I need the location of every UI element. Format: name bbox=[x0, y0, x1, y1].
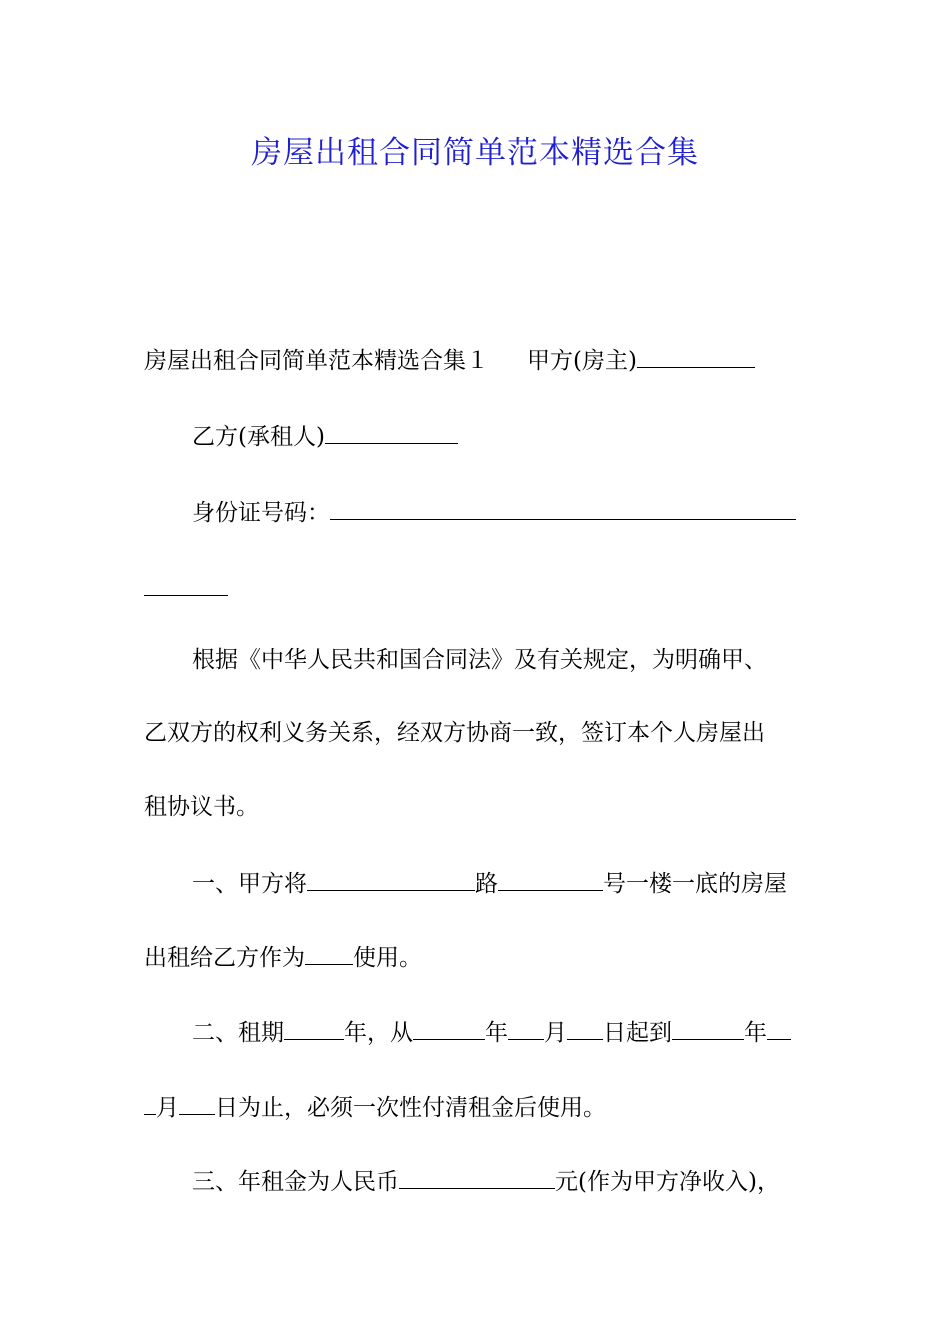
party-b-line bbox=[192, 421, 458, 452]
preamble-text-2: 乙双方的权利义务关系，经双方协商一致，签订本个人房屋出 bbox=[144, 720, 765, 746]
clause-2-end-month-blank-a bbox=[767, 1017, 791, 1040]
clause-2-start-day-blank bbox=[567, 1017, 603, 1040]
preamble-line-3 bbox=[144, 792, 259, 822]
clause-3-rent-blank bbox=[399, 1166, 555, 1189]
clause-3-text-a: 三、年租金为人民币 bbox=[192, 1169, 399, 1195]
clause-2-text-f: 年 bbox=[744, 1020, 767, 1046]
clause-1-line-1 bbox=[192, 868, 787, 899]
clause-2-line-1 bbox=[192, 1017, 791, 1048]
clause-2-end-day-blank bbox=[179, 1092, 215, 1115]
clause-2-text-c: 年 bbox=[485, 1020, 508, 1046]
clause-2-start-year-blank bbox=[413, 1017, 485, 1040]
party-b-blank bbox=[325, 421, 458, 444]
clause-2-text-b: 年，从 bbox=[344, 1020, 413, 1046]
preamble-text-1: 根据《中华人民共和国合同法》及有关规定，为明确甲、 bbox=[192, 647, 767, 673]
preamble-text-3: 租协议书。 bbox=[144, 794, 259, 820]
clause-1-road-blank bbox=[307, 868, 475, 891]
clause-2-text-d: 月 bbox=[544, 1020, 567, 1046]
clause-2-end-month-blank-b bbox=[144, 1092, 156, 1115]
clause-2-text-a: 二、租期 bbox=[192, 1020, 284, 1046]
section-heading: 房屋出租合同简单范本精选合集１ bbox=[144, 348, 489, 374]
clause-1-text-d: 出租给乙方作为 bbox=[144, 945, 305, 971]
clause-1-text-a: 一、甲方将 bbox=[192, 871, 307, 897]
clause-1-text-e: 使用。 bbox=[353, 945, 422, 971]
id-number-line bbox=[192, 497, 796, 528]
party-a-line bbox=[144, 345, 755, 376]
clause-1-line-2 bbox=[144, 942, 422, 973]
id-number-continuation bbox=[144, 573, 228, 604]
clause-2-end-year-blank bbox=[672, 1017, 744, 1040]
clause-1-text-c: 号一楼一底的房屋 bbox=[603, 871, 787, 897]
clause-1-use-blank bbox=[305, 942, 353, 965]
clause-3-line-1 bbox=[192, 1166, 780, 1197]
party-a-label: 甲方(房主) bbox=[527, 348, 637, 374]
clause-2-start-month-blank bbox=[508, 1017, 544, 1040]
clause-1-text-b: 路 bbox=[475, 871, 498, 897]
preamble-line-1 bbox=[192, 645, 767, 675]
clause-2-text-g: 月 bbox=[156, 1095, 179, 1121]
party-b-label: 乙方(承租人) bbox=[192, 424, 325, 450]
clause-2-text-e: 日起到 bbox=[603, 1020, 672, 1046]
party-a-blank bbox=[637, 345, 755, 368]
preamble-line-2 bbox=[144, 718, 765, 748]
document-title: 房屋出租合同简单范本精选合集 bbox=[251, 135, 699, 171]
id-number-blank bbox=[330, 497, 796, 520]
id-number-blank-continued bbox=[144, 573, 228, 596]
clause-3-text-b: 元(作为甲方净收入)， bbox=[555, 1169, 780, 1195]
clause-1-number-blank bbox=[498, 868, 603, 891]
id-number-label: 身份证号码： bbox=[192, 500, 330, 526]
clause-2-years-blank bbox=[284, 1017, 344, 1040]
clause-2-line-2 bbox=[144, 1092, 606, 1123]
clause-2-text-h: 日为止，必须一次性付清租金后使用。 bbox=[215, 1095, 606, 1121]
